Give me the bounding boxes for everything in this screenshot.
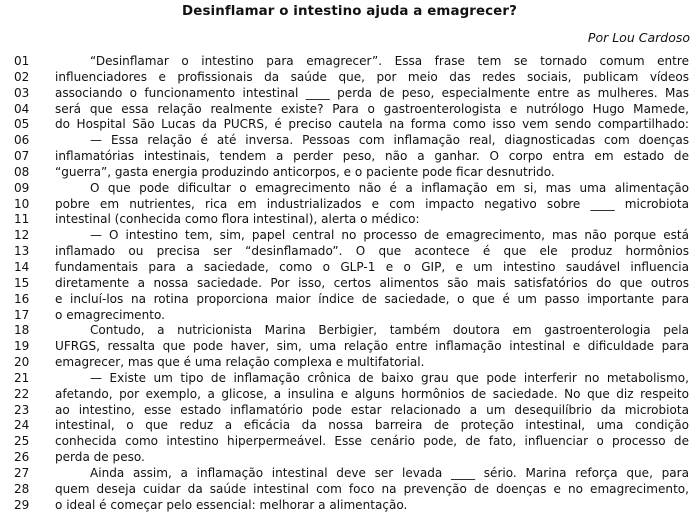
line-number: 02 — [14, 69, 30, 84]
line-number: 13 — [14, 244, 30, 259]
text-line — [0, 292, 699, 308]
line-text: pobre em nutrientes, rica em industrializados e com impacto negativo sobre ____ microbiota — [55, 196, 689, 211]
text-line — [0, 418, 699, 434]
line-number: 07 — [14, 149, 30, 164]
line-text: Contudo, a nutricionista Marina Berbigier, também doutora em gastroenterologia pela — [90, 323, 689, 338]
text-line — [0, 197, 699, 213]
line-number: 20 — [14, 355, 30, 370]
line-text: o ideal é começar pelo essencial: melhorar a alimentação. — [55, 497, 408, 512]
text-line — [0, 498, 699, 514]
text-line — [0, 371, 699, 387]
text-line — [0, 181, 699, 197]
article-body — [0, 54, 699, 513]
line-number: 14 — [14, 259, 30, 274]
article-title: Desinflamar o intestino ajuda a emagrecer? — [182, 4, 517, 19]
line-text: intestinal (conhecida como flora intestinal), alerta o médico: — [55, 212, 420, 227]
text-line — [0, 355, 699, 371]
line-text: afetando, por exemplo, a glicose, a insulina e alguns hormônios de saciedade. No que diz respeito — [55, 386, 689, 401]
line-number: 28 — [14, 481, 30, 496]
text-line — [0, 403, 699, 419]
line-number: 26 — [14, 450, 30, 465]
text-line — [0, 450, 699, 466]
line-number: 09 — [14, 180, 30, 195]
text-line — [0, 260, 699, 276]
text-line — [0, 228, 699, 244]
line-text: conhecida como intestino hiperpermeável. Esse cenário pode, de fato, influenciar o processo de — [55, 434, 689, 449]
text-line — [0, 276, 699, 292]
line-number: 18 — [14, 323, 30, 338]
text-line — [0, 482, 699, 498]
line-number: 23 — [14, 402, 30, 417]
line-text: fundamentais para a saciedade, como o GLP-1 e o GIP, e um intestino saudável influencia — [55, 259, 689, 274]
line-number: 01 — [14, 54, 30, 68]
text-line — [0, 133, 699, 149]
article-author: Por Lou Cardoso — [587, 30, 690, 45]
line-text: emagrecer, mas que é uma relação complexa e multifatorial. — [55, 355, 425, 370]
line-number: 16 — [14, 291, 30, 306]
line-number: 17 — [14, 307, 30, 322]
line-text: — Existe um tipo de inflamação crônica de baixo grau que pode interferir no metabolismo, — [90, 370, 689, 385]
text-line — [0, 434, 699, 450]
line-text: “guerra”, gasta energia produzindo anticorpos, e o paciente pode ficar desnutrido. — [55, 164, 555, 179]
line-text: influenciadores e profissionais da saúde que, por meio das redes sociais, publicam vídeos — [55, 69, 689, 84]
line-number: 03 — [14, 85, 30, 100]
line-text: inflamatórias intestinais, tendem a perder peso, não a ganhar. O corpo entra em estado de — [55, 149, 689, 164]
line-number: 27 — [14, 465, 30, 480]
line-text: — Essa relação é até inversa. Pessoas com inflamação real, diagnosticadas com doenças — [90, 133, 689, 148]
line-text: UFRGS, ressalta que pode haver, sim, uma relação entre inflamação intestinal e dificuldade para — [55, 339, 689, 354]
line-number: 29 — [14, 497, 30, 512]
text-line — [0, 339, 699, 355]
line-text: intestinal, o que reduz a eficácia da nossa barreira de proteção intestinal, uma condição — [55, 418, 689, 433]
line-number: 04 — [14, 101, 30, 116]
line-number: 06 — [14, 133, 30, 148]
line-number: 25 — [14, 434, 30, 449]
line-text: do Hospital São Lucas da PUCRS, é preciso cautela na forma como isso vem sendo compartilhado: — [55, 117, 689, 132]
line-text: quem deseja cuidar da saúde intestinal com foco na prevenção de doenças e no emagrecimento, — [55, 481, 689, 496]
text-line — [0, 308, 699, 324]
text-line — [0, 54, 699, 70]
line-number: 22 — [14, 386, 30, 401]
line-number: 12 — [14, 228, 30, 243]
line-text: ao intestino, esse estado inflamatório pode estar relacionado a um desequilíbrio da microbiota — [55, 402, 689, 417]
line-text: O que pode dificultar o emagrecimento não é a inflamação em si, mas uma alimentação — [90, 180, 689, 195]
line-number: 15 — [14, 275, 30, 290]
line-text: perda de peso. — [55, 450, 145, 465]
line-text: “Desinflamar o intestino para emagrecer”. Essa frase tem se tornado comum entre — [90, 54, 689, 68]
text-line — [0, 70, 699, 86]
line-number: 11 — [14, 212, 30, 227]
text-line — [0, 149, 699, 165]
line-number: 10 — [14, 196, 30, 211]
text-line — [0, 212, 699, 228]
text-line — [0, 387, 699, 403]
line-text: diretamente a nossa saciedade. Por isso, certos alimentos são mais satisfatórios do que outros — [55, 275, 689, 290]
line-text: Ainda assim, a inflamação intestinal deve ser levada ____ sério. Marina reforça que, para — [90, 465, 689, 480]
line-text: será que essa relação realmente existe? Para o gastroenterologista e nutrólogo Hugo Mamede, — [55, 101, 689, 116]
line-text: inflamado ou precisa ser “desinflamado”. O que acontece é que ele produz hormônios — [55, 244, 689, 259]
text-line — [0, 323, 699, 339]
text-line — [0, 466, 699, 482]
line-text: — O intestino tem, sim, papel central no processo de emagrecimento, mas não porque está — [90, 228, 689, 243]
line-text: associando o funcionamento intestinal ____ perda de peso, especialmente entre as mulheres. Mas — [55, 85, 689, 100]
line-text: e incluí-los na rotina proporciona maior índice de saciedade, o que é um passo importante para — [55, 291, 689, 306]
line-number: 24 — [14, 418, 30, 433]
line-number: 21 — [14, 370, 30, 385]
line-number: 19 — [14, 339, 30, 354]
text-line — [0, 117, 699, 133]
text-line — [0, 244, 699, 260]
text-line — [0, 102, 699, 118]
text-line — [0, 86, 699, 102]
line-number: 08 — [14, 164, 30, 179]
line-text: o emagrecimento. — [55, 307, 165, 322]
text-line — [0, 165, 699, 181]
line-number: 05 — [14, 117, 30, 132]
